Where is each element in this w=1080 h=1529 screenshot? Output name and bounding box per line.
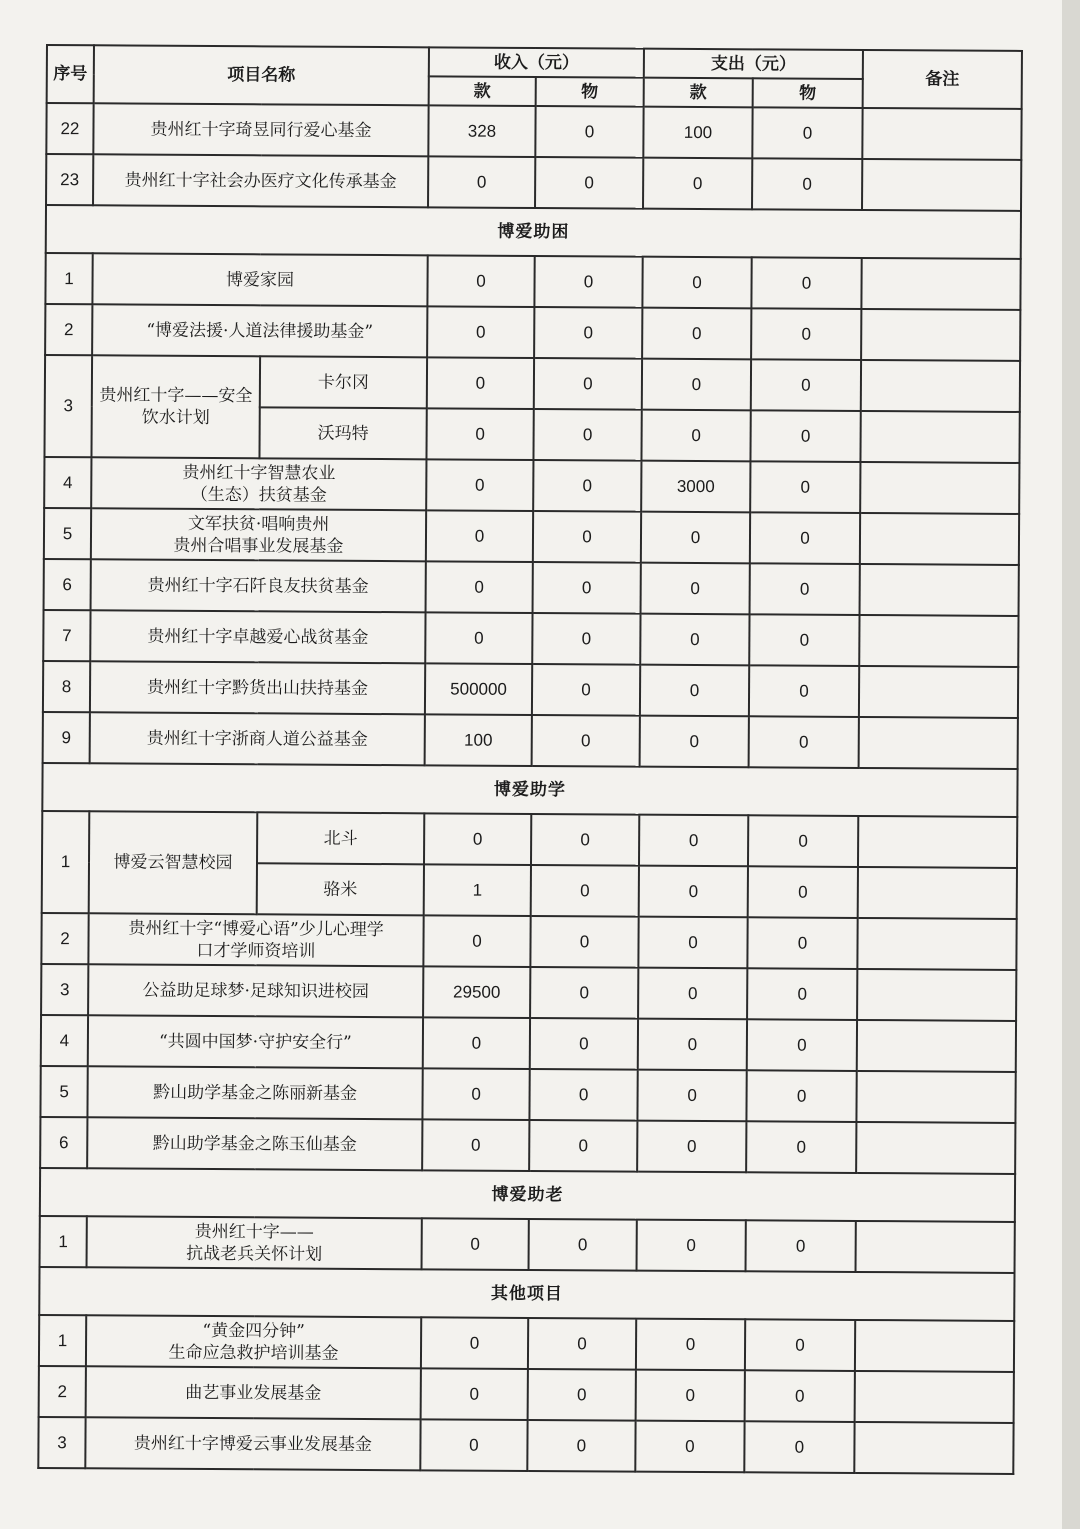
cell-in-goods: 0 (534, 307, 642, 359)
cell-in-goods: 0 (530, 1018, 638, 1070)
cell-out-cash: 0 (637, 1070, 746, 1122)
table-row (41, 1015, 1016, 1072)
cell-subname: 卡尔冈 (260, 356, 427, 408)
cell-out-goods: 0 (750, 410, 860, 462)
cell-in-cash: 328 (428, 105, 535, 157)
cell-out-cash: 0 (642, 308, 751, 360)
cell-in-cash: 0 (423, 915, 530, 967)
cell-in-goods: 0 (529, 1069, 637, 1121)
cell-out-goods: 0 (751, 257, 861, 309)
cell-remark (855, 1371, 1014, 1423)
cell-out-cash: 0 (640, 716, 749, 768)
cell-in-cash: 29500 (423, 966, 530, 1018)
table-row (45, 304, 1020, 361)
cell-seq: 2 (41, 913, 88, 964)
cell-seq: 1 (42, 811, 90, 913)
cell-out-goods: 0 (747, 917, 857, 969)
fund-ledger-table (37, 44, 1023, 1475)
cell-name-line2: 抗战老兵关怀计划 (186, 1243, 323, 1265)
table-row (44, 559, 1019, 616)
cell-out-goods: 0 (748, 815, 858, 867)
header-income: 收入（元） (429, 47, 644, 77)
cell-in-cash: 0 (427, 306, 534, 358)
cell-name: 贵州红十字社会办医疗文化传承基金 (93, 154, 428, 207)
table-row (40, 1117, 1015, 1174)
cell-in-cash: 0 (427, 357, 534, 409)
table-row (39, 1315, 1014, 1372)
cell-remark (855, 1320, 1014, 1372)
cell-out-goods: 0 (752, 107, 862, 159)
cell-out-cash: 0 (642, 257, 751, 309)
cell-remark (860, 411, 1019, 463)
cell-out-goods: 0 (745, 1370, 855, 1422)
cell-remark (861, 258, 1020, 310)
cell-in-goods: 0 (535, 106, 643, 158)
cell-seq: 4 (41, 1015, 88, 1066)
cell-in-goods: 0 (534, 358, 642, 410)
cell-name: 贵州红十字琦昱同行爱心基金 (93, 103, 428, 156)
cell-out-cash: 0 (640, 665, 749, 717)
cell-out-cash: 0 (637, 1121, 746, 1173)
cell-in-goods: 0 (532, 715, 640, 767)
cell-in-cash: 0 (424, 813, 531, 865)
cell-in-cash: 0 (421, 1368, 528, 1420)
cell-out-cash: 0 (641, 410, 750, 462)
cell-remark (860, 513, 1019, 565)
cell-name (91, 508, 426, 561)
header-row-1 (47, 45, 1022, 80)
cell-in-cash: 0 (426, 510, 533, 562)
cell-seq: 8 (43, 661, 90, 712)
cell-out-goods: 0 (747, 1019, 857, 1071)
cell-seq: 1 (40, 1216, 87, 1267)
cell-name (91, 457, 426, 510)
header-seq: 序号 (47, 45, 94, 103)
cell-seq: 7 (43, 610, 90, 661)
table-row (41, 964, 1016, 1021)
cell-in-goods: 0 (531, 814, 639, 866)
cell-out-goods: 0 (747, 968, 857, 1020)
cell-out-cash: 0 (635, 1421, 744, 1473)
cell-seq: 3 (38, 1417, 85, 1468)
cell-out-goods: 0 (751, 359, 861, 411)
cell-out-goods: 0 (750, 512, 860, 564)
cell-in-cash: 0 (428, 156, 535, 208)
cell-in-goods: 0 (535, 157, 643, 209)
cell-remark (856, 1221, 1015, 1273)
cell-in-cash: 500000 (425, 663, 532, 715)
cell-name (88, 913, 423, 966)
cell-name: “博爱法援·人道法律援助基金” (92, 304, 427, 357)
table-row (43, 610, 1018, 667)
cell-name: 贵州红十字——安全饮水计划 (91, 355, 260, 458)
cell-in-cash: 0 (423, 1017, 530, 1069)
cell-in-goods: 0 (528, 1318, 636, 1370)
section-row (40, 1168, 1015, 1222)
cell-seq: 9 (43, 712, 90, 763)
cell-in-goods: 0 (530, 967, 638, 1019)
cell-remark (861, 360, 1020, 412)
cell-seq: 3 (44, 355, 92, 457)
cell-out-cash: 100 (643, 107, 752, 159)
cell-remark (858, 867, 1017, 919)
cell-out-goods: 0 (744, 1421, 854, 1473)
section-row (42, 763, 1017, 817)
cell-in-cash: 0 (421, 1317, 528, 1369)
table-row (44, 508, 1019, 565)
table-row (43, 661, 1018, 718)
cell-seq: 23 (46, 154, 93, 205)
cell-seq: 2 (39, 1366, 86, 1417)
cell-out-cash: 0 (637, 1220, 746, 1272)
cell-name-line1: 贵州红十字智慧农业 (182, 462, 336, 484)
cell-out-cash: 0 (638, 1019, 747, 1071)
cell-out-goods: 0 (751, 308, 861, 360)
cell-name: 贵州红十字浙商人道公益基金 (90, 712, 425, 765)
cell-in-goods: 0 (532, 613, 640, 665)
header-income-goods: 物 (536, 77, 644, 107)
cell-name-line1: 贵州红十字—— (194, 1221, 314, 1243)
section-title-education: 博爱助学 (42, 763, 1017, 817)
cell-name-line2: 口才学师资培训 (196, 940, 316, 962)
cell-out-goods: 0 (748, 866, 858, 918)
cell-out-cash: 0 (640, 614, 749, 666)
cell-seq: 6 (40, 1117, 87, 1168)
cell-in-cash: 0 (426, 408, 533, 460)
cell-name: 博爱云智慧校园 (89, 811, 258, 914)
cell-name: 曲艺事业发展基金 (86, 1366, 421, 1419)
cell-seq: 4 (44, 457, 91, 508)
header-expense-cash: 款 (644, 78, 753, 108)
table-row (42, 811, 1017, 868)
header-remark: 备注 (863, 50, 1022, 109)
cell-name: 公益助足球梦·足球知识进校园 (88, 964, 423, 1017)
cell-remark (860, 564, 1019, 616)
cell-out-goods: 0 (749, 614, 859, 666)
table-row (46, 154, 1021, 211)
cell-remark (859, 666, 1018, 718)
cell-name: 黔山助学基金之陈玉仙基金 (87, 1117, 422, 1170)
cell-remark (857, 1020, 1016, 1072)
cell-remark (857, 918, 1016, 970)
table-row (45, 253, 1020, 310)
cell-in-goods: 0 (530, 916, 638, 968)
header-expense: 支出（元） (644, 49, 863, 79)
cell-in-goods: 0 (534, 256, 642, 308)
cell-out-goods: 0 (745, 1319, 855, 1371)
cell-out-goods: 0 (746, 1070, 856, 1122)
cell-seq: 1 (39, 1315, 86, 1366)
header-name: 项目名称 (94, 45, 429, 105)
cell-seq: 3 (41, 964, 88, 1015)
cell-remark (862, 159, 1021, 211)
cell-out-cash: 0 (636, 1370, 745, 1422)
cell-in-cash: 0 (426, 459, 533, 511)
cell-subname: 骆米 (257, 863, 424, 915)
section-title-other: 其他项目 (39, 1267, 1014, 1321)
cell-remark (861, 309, 1020, 361)
table-row (46, 103, 1021, 160)
page-edge-shadow (1062, 0, 1080, 1529)
cell-in-goods: 0 (531, 865, 639, 917)
header-income-cash: 款 (429, 76, 536, 106)
cell-out-cash: 0 (638, 968, 747, 1020)
cell-out-cash: 3000 (641, 461, 750, 513)
cell-seq: 5 (40, 1066, 87, 1117)
cell-out-cash: 0 (643, 158, 752, 210)
table-row (45, 355, 1020, 412)
cell-out-goods: 0 (750, 461, 860, 513)
cell-out-cash: 0 (642, 359, 751, 411)
cell-name-line2: 生命应急救护培训基金 (168, 1342, 339, 1364)
cell-name-line2: （生态）扶贫基金 (190, 484, 327, 506)
cell-remark (862, 108, 1021, 160)
cell-name-line1: 贵州红十字“博爱心语”少儿心理学 (128, 918, 384, 940)
cell-remark (856, 1071, 1015, 1123)
cell-remark (857, 969, 1016, 1021)
header-expense-goods: 物 (753, 78, 863, 108)
cell-subname: 北斗 (257, 812, 424, 864)
cell-in-cash: 0 (420, 1419, 527, 1471)
cell-out-goods: 0 (752, 158, 862, 210)
cell-seq: 2 (45, 304, 92, 355)
cell-out-goods: 0 (746, 1121, 856, 1173)
cell-in-goods: 0 (528, 1369, 636, 1421)
table-row (44, 457, 1019, 514)
cell-name: 贵州红十字黔货出山扶持基金 (90, 661, 425, 714)
cell-out-cash: 0 (641, 512, 750, 564)
cell-remark (860, 462, 1019, 514)
cell-in-cash: 0 (422, 1068, 529, 1120)
cell-name: 贵州红十字博爱云事业发展基金 (85, 1417, 420, 1470)
table-row (41, 913, 1016, 970)
cell-name: 博爱家园 (92, 253, 427, 306)
table-row (39, 1366, 1014, 1423)
cell-in-goods: 0 (527, 1420, 635, 1472)
cell-name (87, 1216, 422, 1269)
cell-out-cash: 0 (638, 917, 747, 969)
cell-subname: 沃玛特 (259, 407, 426, 459)
cell-name: “共圆中国梦·守护安全行” (88, 1015, 423, 1068)
table-row (40, 1066, 1015, 1123)
cell-name-line2: 贵州合唱事业发展基金 (173, 535, 344, 557)
cell-in-cash: 0 (426, 561, 533, 613)
cell-name: 贵州红十字石阡良友扶贫基金 (91, 559, 426, 612)
cell-seq: 6 (44, 559, 91, 610)
table-row (38, 1417, 1013, 1474)
cell-out-cash: 0 (641, 563, 750, 615)
cell-name-line1: 文军扶贫·唱响贵州 (187, 513, 330, 535)
section-row (39, 1267, 1014, 1321)
cell-in-cash: 100 (425, 714, 532, 766)
cell-out-goods: 0 (750, 563, 860, 615)
cell-name (86, 1315, 421, 1368)
cell-out-cash: 0 (639, 815, 748, 867)
cell-in-cash: 0 (427, 255, 534, 307)
cell-in-cash: 0 (422, 1218, 529, 1270)
section-row (46, 205, 1021, 259)
cell-in-goods: 0 (532, 664, 640, 716)
section-title-poverty: 博爱助困 (46, 205, 1021, 259)
section-title-elderly: 博爱助老 (40, 1168, 1015, 1222)
cell-in-cash: 0 (425, 612, 532, 664)
cell-in-cash: 1 (424, 864, 531, 916)
table-row (43, 712, 1018, 769)
cell-remark (859, 717, 1018, 769)
cell-in-goods: 0 (529, 1120, 637, 1172)
cell-in-goods: 0 (533, 511, 641, 563)
cell-name-line1: “黄金四分钟” (202, 1320, 305, 1342)
cell-remark (858, 816, 1017, 868)
cell-remark (856, 1122, 1015, 1174)
cell-in-goods: 0 (533, 562, 641, 614)
cell-in-cash: 0 (422, 1119, 529, 1171)
cell-in-goods: 0 (529, 1219, 637, 1271)
cell-name: 贵州红十字卓越爱心战贫基金 (90, 610, 425, 663)
cell-out-cash: 0 (636, 1319, 745, 1371)
table-row (40, 1216, 1015, 1273)
cell-remark (859, 615, 1018, 667)
cell-out-cash: 0 (639, 866, 748, 918)
cell-seq: 22 (46, 103, 93, 154)
cell-name: 黔山助学基金之陈丽新基金 (87, 1066, 422, 1119)
cell-out-goods: 0 (746, 1220, 856, 1272)
cell-seq: 1 (45, 253, 92, 304)
cell-out-goods: 0 (749, 716, 859, 768)
cell-in-goods: 0 (533, 460, 641, 512)
cell-remark (854, 1422, 1013, 1474)
cell-in-goods: 0 (533, 409, 641, 461)
cell-out-goods: 0 (749, 665, 859, 717)
cell-seq: 5 (44, 508, 91, 559)
